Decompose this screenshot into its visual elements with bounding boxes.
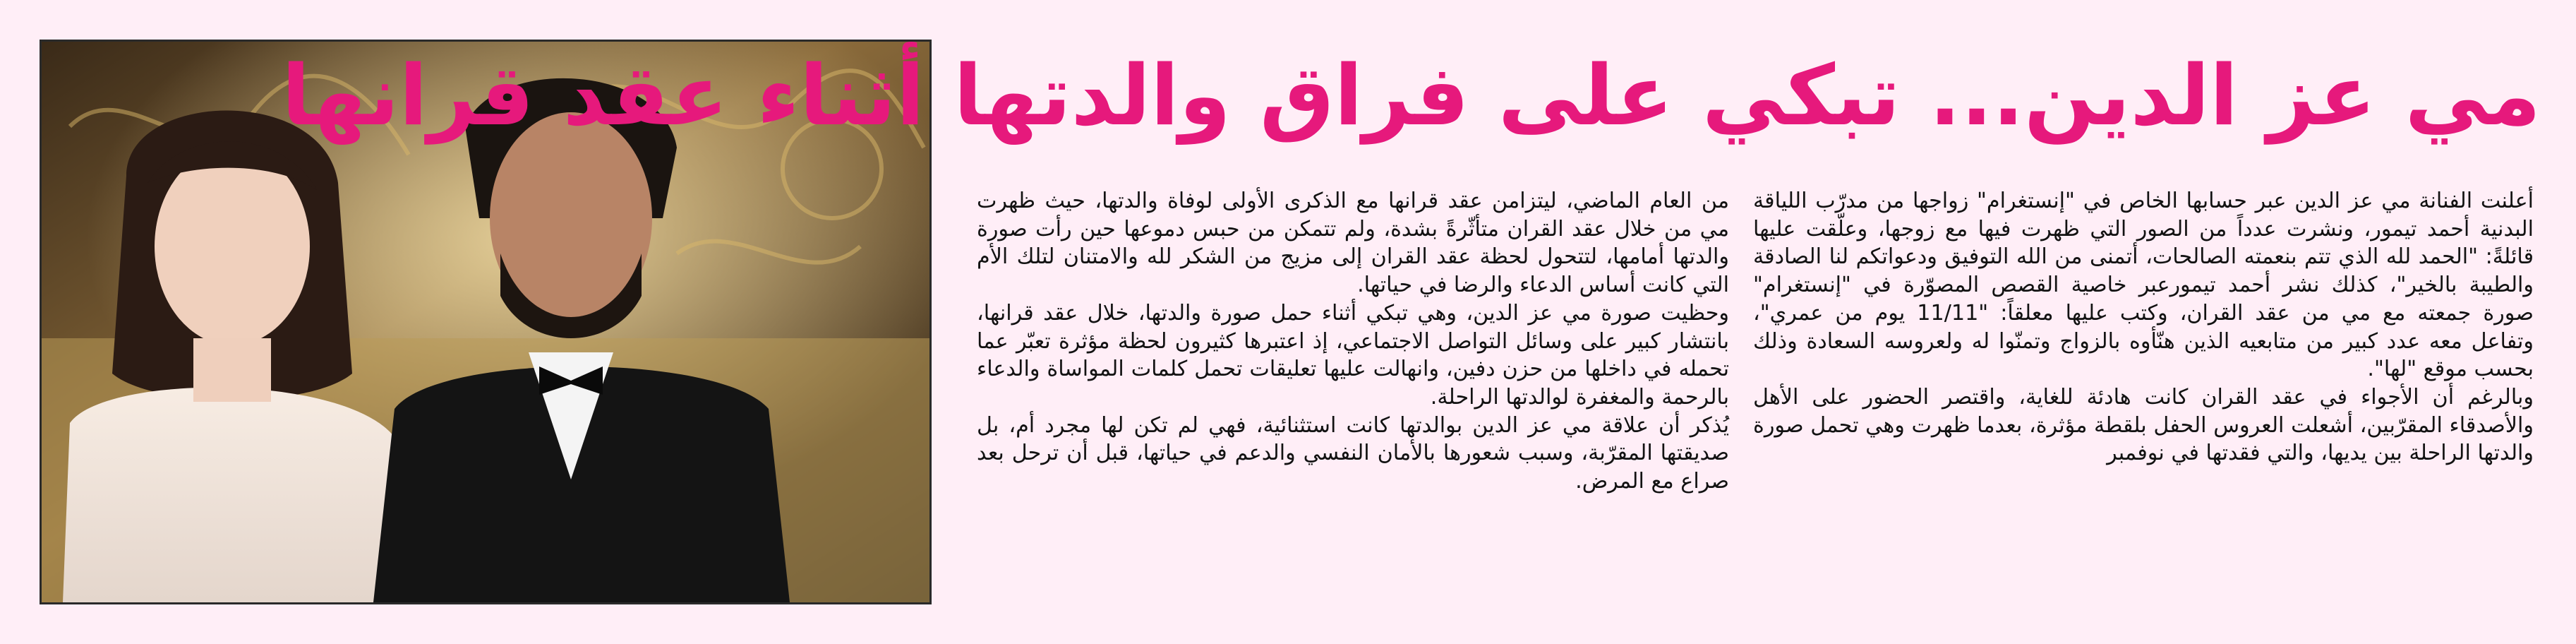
paragraph: يُذكر أن علاقة مي عز الدين بوالدتها كانت استثنائية، فهي لم تكن لها مجرد أم، بل صديقتها المقرّبة، وسبب شعورها بالأمان النفسي والدعم في حياتها، قبل أن ترحل بعد صراع مع المرض. — [977, 412, 1729, 494]
article-column-right — [1753, 187, 2534, 611]
paragraph: وبالرغم أن الأجواء في عقد القران كانت هادئة للغاية، واقتصر الحضور على الأهل والأصدقاء المقرّبين، أشعلت العروس الحفل بلقطة مؤثرة، بعدما ظهرت وهي تحمل صورة والدتها الراحلة بين يديها، والتي فقدتها في نوفمبر — [1753, 384, 2534, 466]
paragraph: وحظيت صورة مي عز الدين، وهي تبكي أثناء حمل صورة والدتها، خلال عقد قرانها، بانتشار كبير على وسائل التواصل الاجتماعي، إذ اعتبرها كثيرون لحظة مؤثرة تعبّر عما تحمله في داخلها من حزن دفين، وانهالت عليها تعليقات تحمل كلمات المواساة والدعاء بالرحمة والمغفرة لوالدتها الراحلة. — [977, 300, 1729, 410]
paragraph: أعلنت الفنانة مي عز الدين عبر حسابها الخاص في "إنستغرام" زواجها من مدرّب اللياقة البدنية أحمد تيمور، ونشرت عدداً من الصور التي ظهرت فيها مع زوجها، وعلّقت عليها قائلةً: "الحمد لله الذي تتم بنعمته الصالحات، أتمنى من الله التوفيق ودعواتكم لنا الصادقة والطيبة بالخير"، كذلك نشر أحمد تيمورعبر خاصية القصص المصوّرة في "إنستغرام" صورة جمعته مع مي من عقد القران، وكتب عليها معلقاً: "11/11 يوم من عمري"، وتفاعل معه عدد كبير من متابعيه الذين هنّأوه بالزواج وتمنّوا له ولعروسه السعادة وذلك بحسب موقع "لها". — [1753, 189, 2534, 382]
article-column-left — [977, 187, 1729, 611]
paragraph: من العام الماضي، ليتزامن عقد قرانها مع الذكرى الأولى لوفاة والدتها، حيث ظهرت مي من خلال عقد القران متأثّرةً بشدة، ولم تتمكن من حبس دموعها حين رأت صورة والدتها أمامها، لتتحول لحظة عقد القران إلى مزيج من الشكر لله والامتنان لتلك الأم التي كانت أساس الدعاء والرضا في حياتها. — [977, 189, 1729, 298]
article-headline: مي عز الدين... تبكي على فراق والدتها أثناء عقد قرانها — [282, 47, 2541, 144]
